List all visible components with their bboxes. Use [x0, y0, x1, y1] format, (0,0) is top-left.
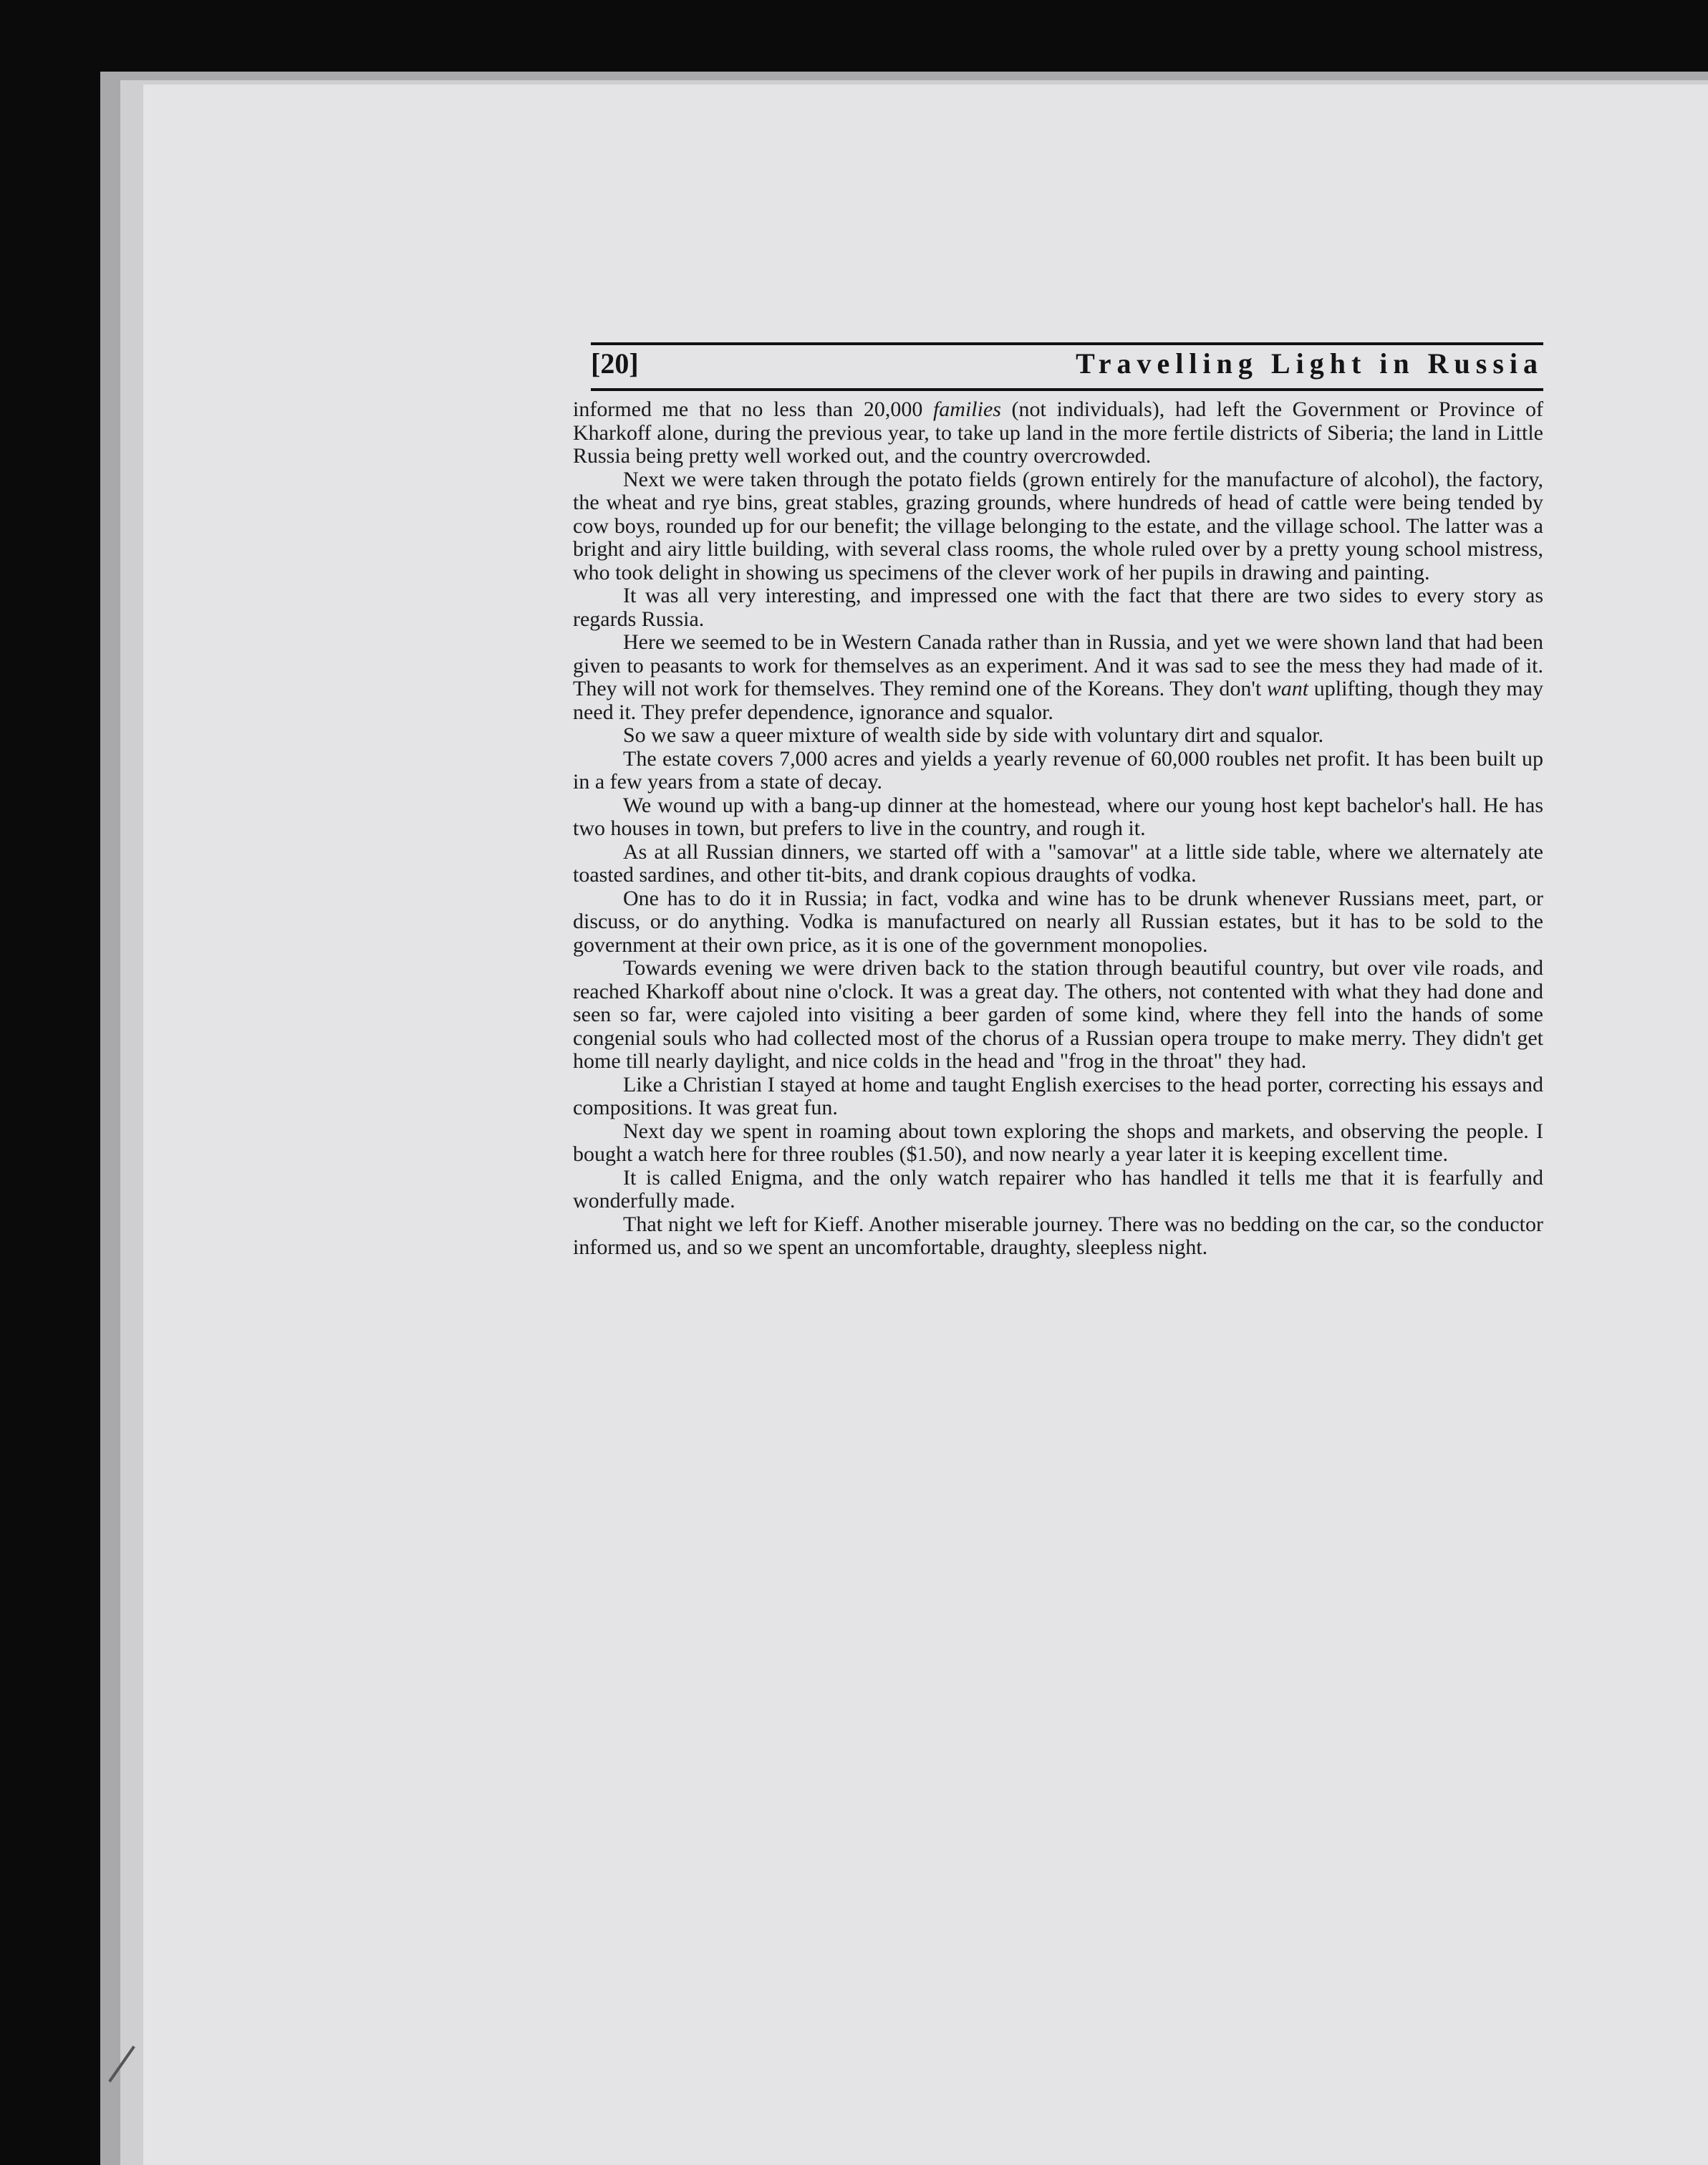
paragraph: It is called Enigma, and the only watch repairer who has handled it tells me that it is fearfully and wonderfully made. — [573, 1165, 1543, 1212]
paragraph: One has to do it in Russia; in fact, vodka and wine has to be drunk whenever Russians meet, part, or discuss, or do anything. Vodka is manufactured on nearly all Russian estates, but it has to be sold to the government at their own price, as it is one of the government monopolies. — [573, 886, 1543, 957]
paragraph-text: (not individuals), had left the Government or Province of Kharkoff alone, during the previous year, to take up land in the more fertile districts of Siberia; the land in Little Russia being pretty well worked out, and the country overcrowded. — [573, 397, 1543, 468]
paragraph: Towards evening we were driven back to the station through beautiful country, but over vile roads, and reached Kharkoff about nine o'clock. It was a great day. The others, not contented with what they had done and seen so far, were cajoled into visiting a beer garden of some kind, where they fell into the hands of some congenial souls who had collected most of the chorus of a Russian opera troupe to make merry. They didn't get home till nearly daylight, and nice colds in the head and "frog in the throat" they had. — [573, 956, 1543, 1073]
paragraph: As at all Russian dinners, we started off with a "samovar" at a little side table, where we alternately ate toasted sardines, and other tit-bits, and drank copious draughts of vodka. — [573, 839, 1543, 887]
emphasis-text: families — [932, 397, 1001, 421]
paragraph: It was all very interesting, and impressed one with the fact that there are two sides to every story as regards Russia. — [573, 584, 1543, 631]
paragraph: We wound up with a bang-up dinner at the homestead, where our young host kept bachelor's hall. He has two houses in town, but prefers to live in the country, and rough it. — [573, 793, 1543, 840]
paragraph: So we saw a queer mixture of wealth side by side with voluntary dirt and squalor. — [623, 723, 1324, 747]
header-row — [591, 345, 1543, 382]
paragraph: Next we were taken through the potato fields (grown entirely for the manufacture of alcohol), the factory, the wheat and rye bins, great stables, grazing grounds, where hundreds of head of cattle were being tended by cow boys, rounded up for our benefit; the village belonging to the estate, and the village school. The latter was a bright and airy little building, with several class rooms, the whole ruled over by a pretty young school mistress, who took delight in showing us specimens of the clever work of her pupils in drawing and painting. — [573, 467, 1543, 584]
header-rule-bottom — [591, 388, 1543, 391]
emphasis-text: want — [1266, 677, 1309, 700]
paragraph — [573, 398, 1543, 468]
paragraph — [573, 631, 1543, 724]
paragraph: Like a Christian I stayed at home and taught English exercises to the head porter, correcting his essays and compositions. It was great fun. — [573, 1072, 1543, 1119]
paragraph-text: informed me that no less than 20,000 — [573, 397, 933, 421]
paragraph: Next day we spent in roaming about town exploring the shops and markets, and observing the people. I bought a watch here for three roubles ($1.50), and now nearly a year later it is keeping excellent time. — [573, 1119, 1543, 1166]
body-text — [573, 398, 1543, 1260]
running-title: Travelling Light in Russia — [1076, 347, 1543, 380]
paragraph-text: Here we seemed to be in Western Canada rather than in Russia, and yet we were shown land that had been given to peasants to work for themselves as an experiment. And it was sad to see the mess they had made of it. They will not work for themselves. They remind one of the Koreans. They don't — [573, 630, 1543, 700]
paragraph-text: uplifting, though they may need it. They prefer dependence, ignorance and squalor. — [573, 677, 1543, 724]
paragraph: That night we left for Kieff. Another miserable journey. There was no bedding on the car, so the conductor informed us, and so we spent an uncomfortable, draughty, sleepless night. — [573, 1212, 1543, 1259]
page-header — [591, 342, 1543, 391]
page-number: [20] — [591, 347, 639, 380]
paragraph: The estate covers 7,000 acres and yields a yearly revenue of 60,000 roubles net profit. It has been built up in a few years from a state of decay. — [573, 746, 1543, 794]
